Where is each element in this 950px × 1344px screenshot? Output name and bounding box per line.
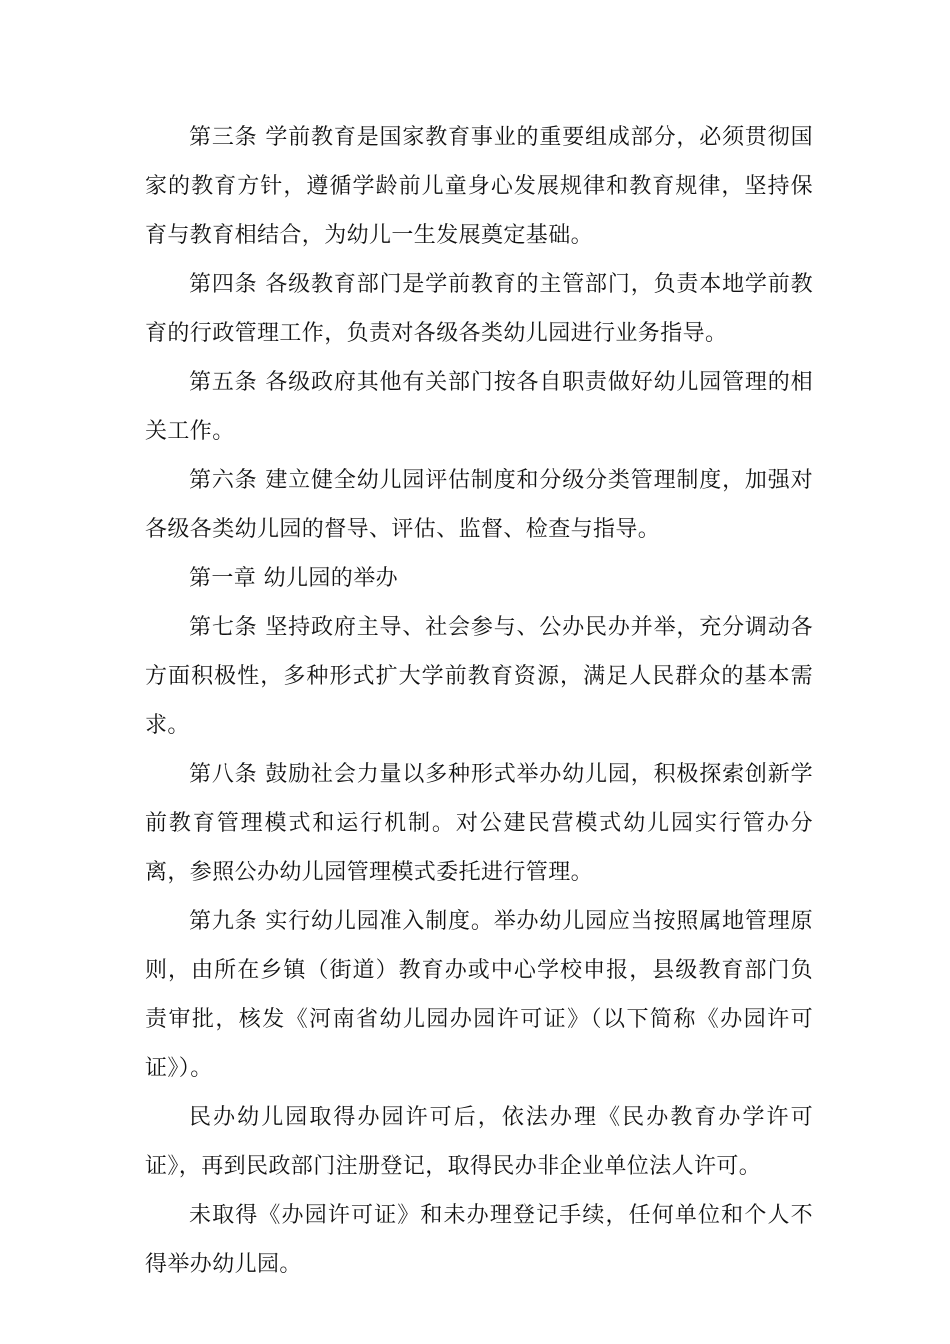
article-9-paragraph: 第九条 实行幼儿园准入制度。举办幼儿园应当按照属地管理原则，由所在乡镇（街道）教育办或中心学校申报，县级教育部门负责审批，核发《河南省幼儿园办园许可证》（以下简称《办园许可证》）。 (145, 909, 813, 1081)
article-6-paragraph: 第六条 建立健全幼儿园评估制度和分级分类管理制度，加强对各级各类幼儿园的督导、评估、监督、检查与指导。 (145, 468, 813, 542)
article-4-paragraph: 第四条 各级教育部门是学前教育的主管部门，负责本地学前教育的行政管理工作，负责对各级各类幼儿园进行业务指导。 (145, 272, 813, 346)
chapter-heading: 第一章 幼儿园的举办 (189, 566, 398, 591)
article-3-paragraph: 第三条 学前教育是国家教育事业的重要组成部分，必须贯彻国家的教育方针，遵循学龄前儿童身心发展规律和教育规律，坚持保育与教育相结合，为幼儿一生发展奠定基础。 (145, 125, 813, 248)
article-5-paragraph: 第五条 各级政府其他有关部门按各自职责做好幼儿园管理的相关工作。 (145, 370, 813, 444)
unlicensed-prohibition-paragraph: 未取得《办园许可证》和未办理登记手续，任何单位和个人不得举办幼儿园。 (145, 1203, 813, 1277)
private-kindergarten-paragraph: 民办幼儿园取得办园许可后，依法办理《民办教育办学许可证》，再到民政部门注册登记，取得民办非企业单位法人许可。 (145, 1105, 813, 1179)
article-7-paragraph: 第七条 坚持政府主导、社会参与、公办民办并举，充分调动各方面积极性，多种形式扩大学前教育资源，满足人民群众的基本需求。 (145, 615, 813, 738)
article-8-paragraph: 第八条 鼓励社会力量以多种形式举办幼儿园，积极探索创新学前教育管理模式和运行机制。对公建民营模式幼儿园实行管办分离，参照公办幼儿园管理模式委托进行管理。 (145, 762, 813, 885)
document-page (145, 113, 813, 1289)
